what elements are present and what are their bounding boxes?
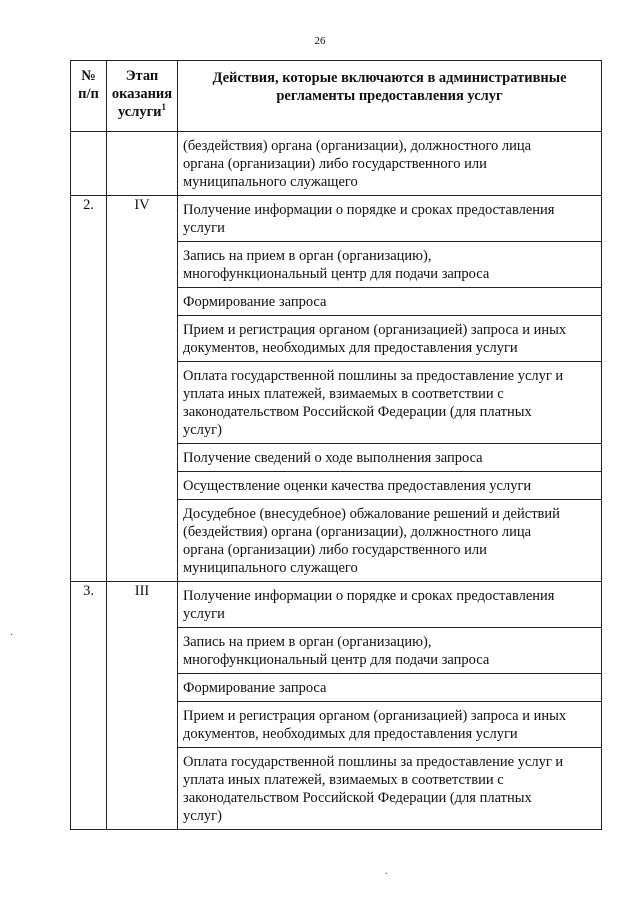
action-text bbox=[178, 288, 601, 315]
page-number: 26 bbox=[314, 35, 326, 47]
action-line: услуг) bbox=[183, 808, 222, 824]
action-text bbox=[178, 628, 601, 673]
action-line: (бездействия) органа (организации), должностного лица bbox=[183, 524, 532, 540]
row-number: 3. bbox=[71, 582, 107, 830]
action-line: законодательством Российской Федерации (для платных bbox=[183, 404, 532, 420]
action-line: Оплата государственной пошлины за предоставление услуг и bbox=[183, 754, 564, 770]
action-line: Оплата государственной пошлины за предоставление услуг и bbox=[183, 368, 564, 384]
action-line: документов, необходимых для предоставления услуги bbox=[183, 340, 518, 356]
header-stage-line: оказания bbox=[111, 86, 173, 102]
action-text bbox=[178, 242, 601, 287]
action-line: услуги bbox=[183, 606, 225, 622]
action-text bbox=[178, 316, 601, 361]
table-body bbox=[71, 132, 602, 830]
header-num-line: п/п bbox=[78, 86, 99, 102]
action-line: Получение сведений о ходе выполнения запроса bbox=[183, 450, 483, 466]
action-cell bbox=[178, 196, 602, 242]
header-actions bbox=[178, 61, 602, 132]
margin-mark: · bbox=[10, 630, 14, 641]
header-actions-line: Действия, которые включаются в административные bbox=[212, 70, 567, 86]
footnote-marker: 1 bbox=[161, 102, 167, 113]
row-number bbox=[71, 132, 107, 196]
row-stage: III bbox=[107, 582, 178, 830]
row-number: 2. bbox=[71, 196, 107, 582]
table-header-row bbox=[71, 61, 602, 132]
action-line: Получение информации о порядке и сроках предоставления bbox=[183, 588, 555, 604]
header-stage bbox=[107, 61, 178, 132]
action-cell bbox=[178, 444, 602, 472]
row-stage: IV bbox=[107, 196, 178, 582]
action-line: услуги bbox=[183, 220, 225, 236]
action-line: многофункциональный центр для подачи запроса bbox=[183, 266, 490, 282]
action-text bbox=[178, 472, 601, 499]
action-text bbox=[178, 500, 601, 581]
action-line: законодательством Российской Федерации (для платных bbox=[183, 790, 532, 806]
table-row bbox=[71, 132, 602, 196]
action-line: Прием и регистрация органом (организацией) запроса и иных bbox=[183, 708, 567, 724]
row-stage bbox=[107, 132, 178, 196]
action-text bbox=[178, 132, 601, 195]
header-actions-line: регламенты предоставления услуг bbox=[276, 88, 503, 104]
margin-mark: . bbox=[385, 866, 388, 877]
action-text bbox=[178, 748, 601, 829]
action-text bbox=[178, 362, 601, 443]
action-cell bbox=[178, 288, 602, 316]
action-cell bbox=[178, 748, 602, 830]
action-cell bbox=[178, 582, 602, 628]
action-line: Досудебное (внесудебное) обжалование решений и действий bbox=[183, 506, 560, 522]
action-line: органа (организации) либо государственного или bbox=[183, 156, 487, 172]
action-text bbox=[178, 444, 601, 471]
action-line: (бездействия) органа (организации), должностного лица bbox=[183, 138, 532, 154]
action-text bbox=[178, 702, 601, 747]
action-cell bbox=[178, 472, 602, 500]
action-line: органа (организации) либо государственного или bbox=[183, 542, 487, 558]
action-line: муниципального служащего bbox=[183, 560, 358, 576]
action-cell bbox=[178, 362, 602, 444]
action-cell bbox=[178, 628, 602, 674]
action-line: Запись на прием в орган (организацию), bbox=[183, 248, 432, 264]
action-line: Получение информации о порядке и сроках предоставления bbox=[183, 202, 555, 218]
header-num bbox=[71, 61, 107, 132]
action-cell bbox=[178, 674, 602, 702]
action-cell bbox=[178, 500, 602, 582]
services-table bbox=[70, 60, 602, 830]
action-text bbox=[178, 196, 601, 241]
action-cell bbox=[178, 316, 602, 362]
action-line: Осуществление оценки качества предоставления услуги bbox=[183, 478, 532, 494]
action-line: уплата иных платежей, взимаемых в соответствии с bbox=[183, 386, 504, 402]
action-line: Формирование запроса bbox=[183, 294, 327, 310]
header-stage-line: Этап bbox=[125, 68, 159, 84]
header-stage-line bbox=[107, 103, 177, 121]
header-num-line: № bbox=[81, 68, 96, 84]
action-cell bbox=[178, 702, 602, 748]
table-row bbox=[71, 196, 602, 242]
action-line: документов, необходимых для предоставления услуги bbox=[183, 726, 518, 742]
action-line: многофункциональный центр для подачи запроса bbox=[183, 652, 490, 668]
table-row bbox=[71, 582, 602, 628]
action-line: Запись на прием в орган (организацию), bbox=[183, 634, 432, 650]
action-line: уплата иных платежей, взимаемых в соответствии с bbox=[183, 772, 504, 788]
action-text bbox=[178, 674, 601, 701]
action-cell bbox=[178, 242, 602, 288]
header-stage-word: услуги bbox=[117, 104, 162, 120]
action-line: Формирование запроса bbox=[183, 680, 327, 696]
action-line: Прием и регистрация органом (организацией) запроса и иных bbox=[183, 322, 567, 338]
action-text bbox=[178, 582, 601, 627]
action-line: муниципального служащего bbox=[183, 174, 358, 190]
action-line: услуг) bbox=[183, 422, 222, 438]
action-cell bbox=[178, 132, 602, 196]
